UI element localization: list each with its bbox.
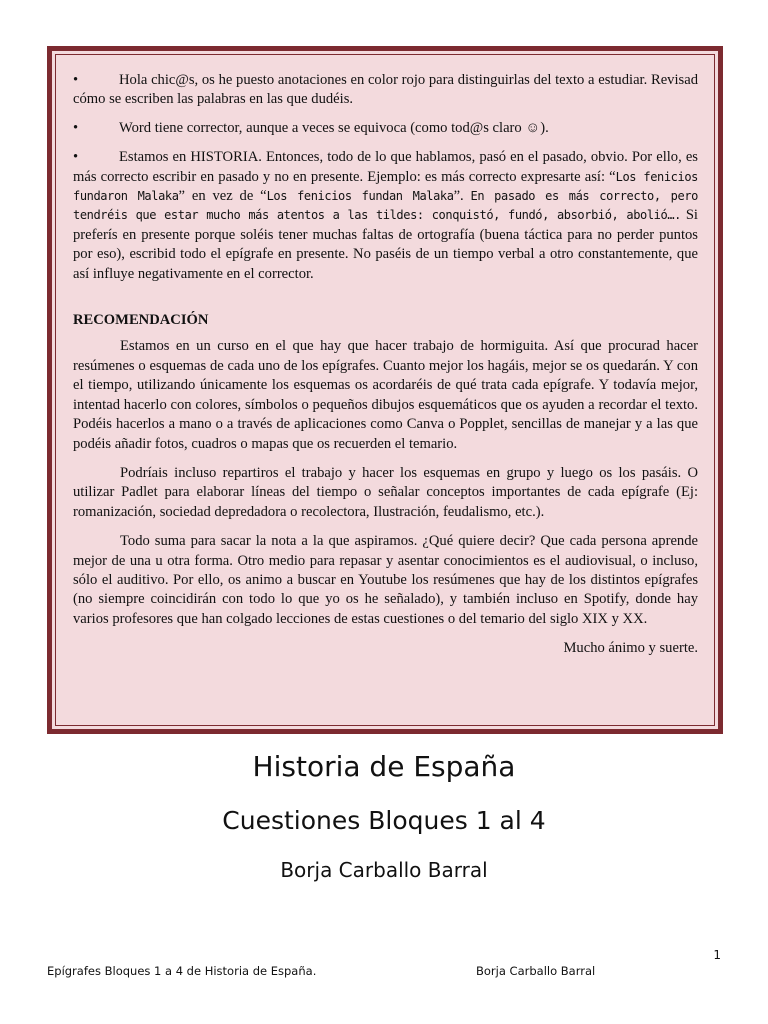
bullet-text: ”. — [453, 188, 471, 205]
notice-box — [47, 46, 723, 734]
paragraph: Estamos en un curso en el que hay que hacer trabajo de hormiguita. Así que procurad hacer resúmenes o esquemas de cada uno de los epígrafes. Cuanto mejor los hagáis, mejor se os quedarán. Y con el tiempo, utilizando únicamente los esquemas os acordaréis de qué trata cada epígrafe. Y todavía mejor, intentad hacerlo con colores, símbolos o pequeños dibujos esquemáticos que os ayuden a recordar el texto. Podéis hacerlos a mano o a través de aplicaciones como Canva o Popplet, sencillas de manejar y a las que podéis añadir fotos, cuadros o mapas que os recuerden el temario. — [73, 338, 698, 452]
example-quote: Los fenicios fundaron Malaka — [73, 169, 698, 204]
bullet-text: Estamos en HISTORIA. Entonces, todo de lo que hablamos, pasó en el pasado, obvio. Por ello, es más correcto escribir en pasado y no en presente. Ejemplo: es más correcto expresarte así: “ — [73, 149, 698, 185]
bullet-text: ” en vez de “ — [178, 188, 267, 205]
bullet-item — [73, 119, 698, 138]
closing-line: Mucho ánimo y suerte. — [563, 640, 698, 657]
bullet-text: Word tiene corrector, aunque a veces se equivoca (como tod@s claro ☺). — [119, 120, 549, 137]
paragraph: Todo suma para sacar la nota a la que aspiramos. ¿Qué quiere decir? Que cada persona aprende mejor de una u otra forma. Otro medio para repasar y asentar conocimientos es el audiovisual, o incluso, sólo el auditivo. Por ello, os animo a buscar en Youtube los resúmenes que hay de los distintos epígrafes (no siempre coincidirán con todo lo que yo os he señalado), y también incluso en Spotify, donde hay varios profesores que han colgado lecciones de estas cuestiones o del temario del siglo XIX y XX. — [73, 533, 698, 627]
document-author: Borja Carballo Barral — [280, 858, 488, 882]
bullet-item — [73, 71, 698, 110]
document-subtitle: Cuestiones Bloques 1 al 4 — [222, 806, 546, 835]
example-quote: Los fenicios fundan Malaka — [266, 189, 454, 204]
page-number: 1 — [713, 948, 721, 962]
annotation-text: En pasado es más correcto, pero tendréis que estar mucho más atentos a las tildes: conquistó, fundó, absorbió, abolió…. — [73, 189, 698, 223]
bullet-text: Si preferís en presente porque soléis tener muchas faltas de ortografía (buena táctica para no perder puntos por eso), escribid todo el epígrafe en presente. No paséis de un tiempo verbal a otro constantemente, que así influye negativamente en el corrector. — [73, 207, 698, 282]
footer-right: Borja Carballo Barral — [476, 964, 596, 978]
bullet-text: Hola chic@s, os he puesto anotaciones en color rojo para distinguirlas del texto a estudiar. Revisad cómo se escriben las palabras en las que dudéis. — [73, 72, 698, 108]
section-heading: RECOMENDACIÓN — [73, 312, 209, 329]
bullet-icon: • — [73, 149, 79, 166]
bullet-icon: • — [73, 120, 79, 137]
footer-left: Epígrafes Bloques 1 a 4 de Historia de España. — [47, 964, 317, 978]
paragraph: Podríais incluso repartiros el trabajo y hacer los esquemas en grupo y luego os los pasáis. O utilizar Padlet para elaborar líneas del tiempo o señalar conceptos importantes de cada epígrafe (Ej: romanización, sociedad depredadora o recolectora, Ilustración, feudalismo, etc.). — [73, 464, 698, 520]
bullet-icon: • — [73, 72, 79, 88]
bullet-item — [73, 148, 698, 284]
document-title: Historia de España — [252, 750, 516, 783]
